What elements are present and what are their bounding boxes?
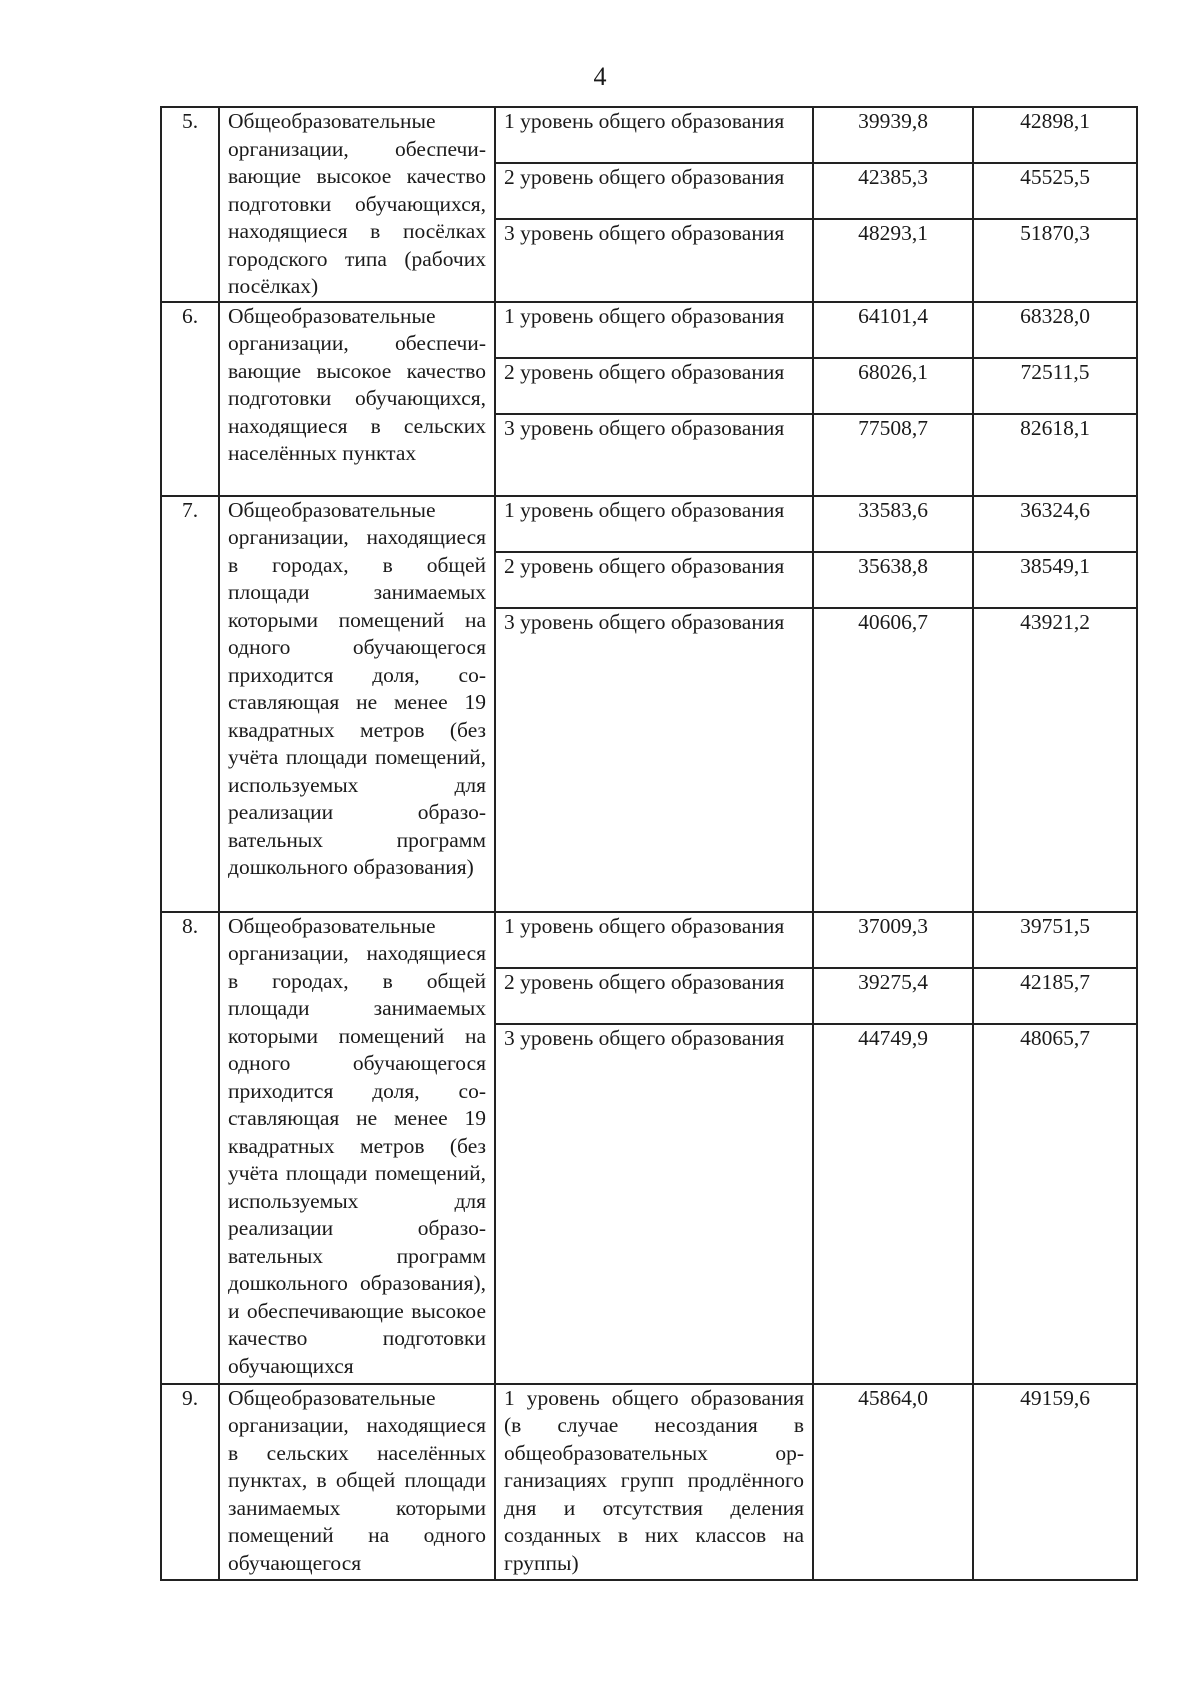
education-level: 2 уровень общего образования	[495, 968, 813, 1024]
organization-description: Общеобразовательные организации, находящиеся в городах, в общей площади занимаемых которыми помещений на одного обучающегося приходится доля, составляющая не менее 19 квадратных метров (без учёта площади помещений, используемых для реализации образовательных программ дошкольного образования)	[219, 496, 495, 912]
value-cell: 51870,3	[973, 219, 1137, 301]
table-row	[161, 302, 1137, 358]
value-cell: 43921,2	[973, 608, 1137, 912]
education-level: 1 уровень общего образования	[495, 496, 813, 552]
table-row	[161, 1384, 1137, 1580]
row-number: 9.	[161, 1384, 219, 1580]
table-row	[161, 912, 1137, 968]
value-cell: 77508,7	[813, 414, 973, 496]
table-row	[161, 496, 1137, 552]
education-level: 3 уровень общего образования	[495, 219, 813, 301]
organization-description: Общеобразовательные организации, обеспечивающие высокое качество подготовки обучающихся, находящиеся в сельских населённых пунктах	[219, 302, 495, 496]
value-cell: 48293,1	[813, 219, 973, 301]
value-cell: 42898,1	[973, 107, 1137, 163]
value-cell: 44749,9	[813, 1024, 973, 1384]
value-cell: 38549,1	[973, 552, 1137, 608]
value-cell: 42385,3	[813, 163, 973, 219]
education-level: 3 уровень общего образования	[495, 414, 813, 496]
value-cell: 72511,5	[973, 358, 1137, 414]
value-cell: 68328,0	[973, 302, 1137, 358]
value-cell: 68026,1	[813, 358, 973, 414]
value-cell: 37009,3	[813, 912, 973, 968]
value-cell: 42185,7	[973, 968, 1137, 1024]
page-number: 4	[593, 62, 607, 91]
value-cell: 36324,6	[973, 496, 1137, 552]
education-level: 2 уровень общего образования	[495, 358, 813, 414]
education-level: 1 уровень общего образования (в случае несоздания в общеобразовательных организациях групп продлённого дня и отсутствия деления созданных в них классов на группы)	[495, 1384, 813, 1580]
education-level: 1 уровень общего образования	[495, 302, 813, 358]
organization-description: Общеобразовательные организации, находящиеся в сельских населённых пунктах, в общей площади занимаемых которыми помещений на одного обучающегося	[219, 1384, 495, 1580]
organization-description: Общеобразовательные организации, находящиеся в городах, в общей площади занимаемых которыми помещений на одного обучающегося приходится доля, составляющая не менее 19 квадратных метров (без учёта площади помещений, используемых для реализации образовательных программ дошкольного образования), и обеспечивающие высокое качество подготовки обучающихся	[219, 912, 495, 1384]
tariff-table	[160, 106, 1138, 1581]
row-number: 6.	[161, 302, 219, 496]
education-level: 2 уровень общего образования	[495, 552, 813, 608]
value-cell: 39275,4	[813, 968, 973, 1024]
education-level: 3 уровень общего образования	[495, 1024, 813, 1384]
row-number: 7.	[161, 496, 219, 912]
value-cell: 39939,8	[813, 107, 973, 163]
education-level: 2 уровень общего образования	[495, 163, 813, 219]
row-number: 8.	[161, 912, 219, 1384]
value-cell: 33583,6	[813, 496, 973, 552]
value-cell: 39751,5	[973, 912, 1137, 968]
value-cell: 45525,5	[973, 163, 1137, 219]
education-level: 3 уровень общего образования	[495, 608, 813, 912]
organization-description: Общеобразовательные организации, обеспечивающие высокое качество подготовки обучающихся, находящиеся в посёлках городского типа (рабочих посёлках)	[219, 107, 495, 302]
education-level: 1 уровень общего образования	[495, 912, 813, 968]
value-cell: 45864,0	[813, 1384, 973, 1580]
row-number: 5.	[161, 107, 219, 302]
value-cell: 48065,7	[973, 1024, 1137, 1384]
value-cell: 49159,6	[973, 1384, 1137, 1580]
education-level: 1 уровень общего образования	[495, 107, 813, 163]
value-cell: 35638,8	[813, 552, 973, 608]
value-cell: 40606,7	[813, 608, 973, 912]
value-cell: 64101,4	[813, 302, 973, 358]
table-row	[161, 107, 1137, 163]
value-cell: 82618,1	[973, 414, 1137, 496]
